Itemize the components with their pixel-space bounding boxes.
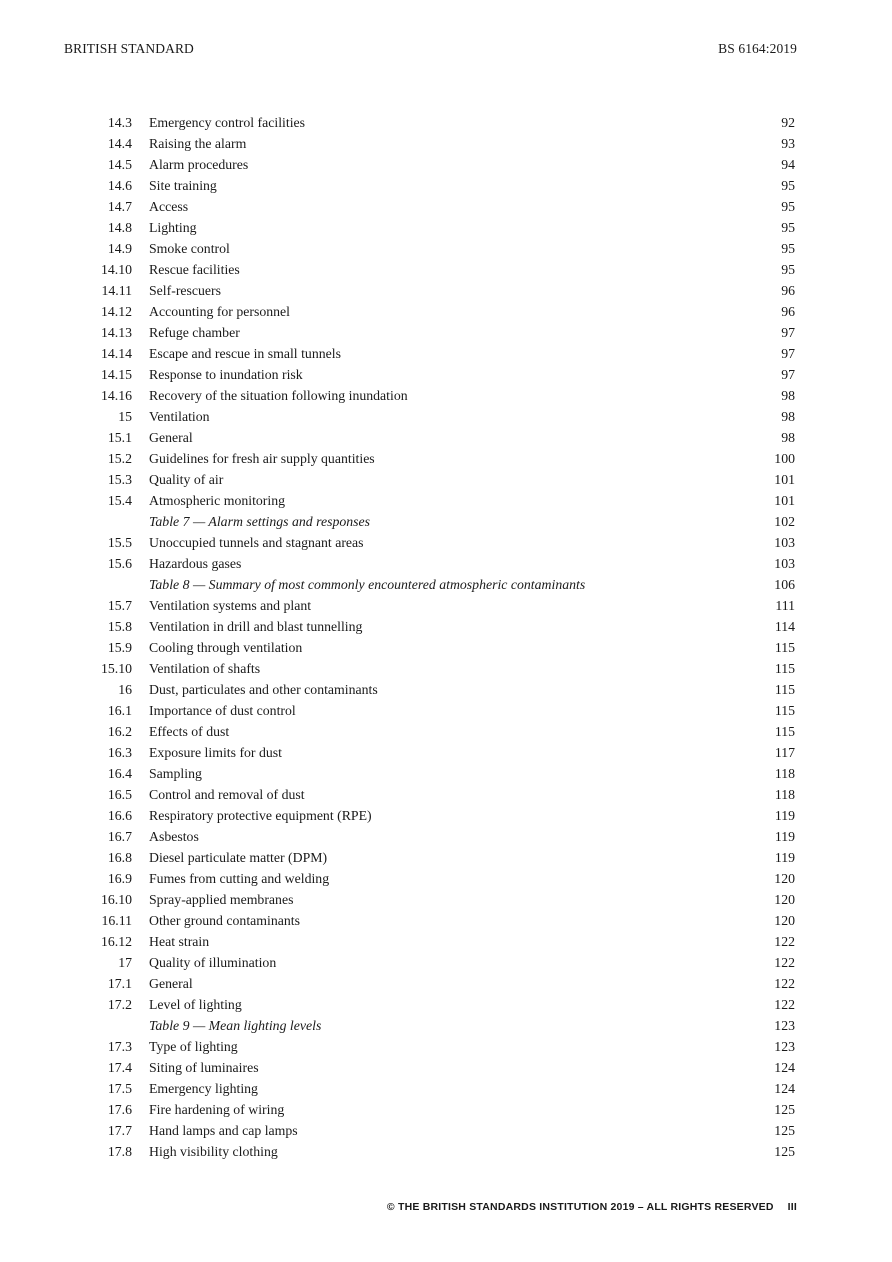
toc-entry-title: Emergency control facilities <box>149 115 306 130</box>
toc-entry-number: 14.5 <box>107 157 132 172</box>
toc-entry-title: Self-rescuers <box>149 283 222 298</box>
toc-entry-number: 15.10 <box>100 661 132 676</box>
toc-entry-page: 120 <box>774 871 795 886</box>
toc-entry-page: 122 <box>774 934 795 949</box>
footer-page-number: III <box>787 1201 797 1213</box>
toc-entry-number: 17 <box>118 955 132 970</box>
toc-entry-number: 14.10 <box>100 262 132 277</box>
toc-entry-page: 120 <box>774 892 795 907</box>
toc-entry-title: Quality of illumination <box>149 955 277 970</box>
toc-entry-title: Respiratory protective equipment (RPE) <box>149 808 372 823</box>
toc-entry[interactable] <box>64 637 797 658</box>
toc-entry[interactable] <box>64 490 797 511</box>
toc-entry-number: 16.3 <box>107 745 132 760</box>
toc-entry-page: 118 <box>774 766 795 781</box>
toc-entry-number: 14.8 <box>107 220 132 235</box>
table-of-contents <box>64 112 797 1162</box>
toc-entry-number: 14.16 <box>100 388 132 403</box>
toc-entry-page: 102 <box>774 514 795 529</box>
toc-entry-number: 15.2 <box>107 451 132 466</box>
toc-entry-number: 14.4 <box>107 136 132 151</box>
toc-entry[interactable] <box>64 322 797 343</box>
toc-entry-page: 95 <box>781 241 795 256</box>
toc-entry-page: 95 <box>781 262 795 277</box>
toc-entry-title: Escape and rescue in small tunnels <box>149 346 341 361</box>
toc-entry-number: 16.5 <box>107 787 132 802</box>
toc-entry[interactable] <box>64 847 797 868</box>
toc-entry-number: 16.6 <box>107 808 132 823</box>
toc-entry[interactable] <box>64 994 797 1015</box>
toc-entry[interactable] <box>64 217 797 238</box>
toc-entry-title: General <box>149 430 193 445</box>
toc-entry-page: 97 <box>781 325 795 340</box>
running-header <box>64 41 797 61</box>
toc-entry[interactable] <box>64 742 797 763</box>
toc-entry-page: 122 <box>774 997 795 1012</box>
toc-entry[interactable] <box>64 448 797 469</box>
toc-entry-page: 115 <box>774 682 795 697</box>
toc-entry-title: Control and removal of dust <box>149 787 305 802</box>
toc-entry-page: 115 <box>774 661 795 676</box>
toc-entry-page: 119 <box>774 850 795 865</box>
toc-entry-title: General <box>149 976 193 991</box>
toc-entry-page: 98 <box>781 409 795 424</box>
toc-entry-page: 97 <box>781 346 795 361</box>
toc-entry[interactable] <box>64 1141 797 1162</box>
toc-entry-number: 16 <box>118 682 132 697</box>
toc-entry[interactable] <box>64 931 797 952</box>
toc-entry-title: Sampling <box>149 766 202 781</box>
toc-entry-title: Unoccupied tunnels and stagnant areas <box>149 535 364 550</box>
toc-entry-title: Accounting for personnel <box>149 304 290 319</box>
page-footer <box>64 1201 797 1213</box>
toc-entry-number: 17.5 <box>107 1081 132 1096</box>
toc-entry[interactable] <box>64 826 797 847</box>
toc-entry-page: 101 <box>774 472 795 487</box>
toc-entry[interactable] <box>64 238 797 259</box>
toc-entry-page: 92 <box>781 115 795 130</box>
toc-entry[interactable] <box>64 973 797 994</box>
toc-entry-page: 124 <box>774 1081 795 1096</box>
toc-entry-page: 117 <box>774 745 795 760</box>
toc-entry-page: 122 <box>774 976 795 991</box>
toc-entry-number: 17.4 <box>107 1060 132 1075</box>
toc-entry[interactable] <box>64 280 797 301</box>
toc-entry-page: 103 <box>774 535 795 550</box>
toc-entry-number: 16.8 <box>107 850 132 865</box>
toc-entry[interactable] <box>64 1036 797 1057</box>
toc-entry-page: 111 <box>775 598 795 613</box>
toc-entry-page: 125 <box>774 1102 795 1117</box>
toc-entry-page: 122 <box>774 955 795 970</box>
toc-entry[interactable] <box>64 154 797 175</box>
toc-entry-title: Hazardous gases <box>149 556 242 571</box>
toc-entry[interactable] <box>64 301 797 322</box>
toc-entry-number: 15.6 <box>107 556 132 571</box>
toc-entry-title: Site training <box>149 178 217 193</box>
toc-entry-page: 97 <box>781 367 795 382</box>
toc-entry-number: 14.6 <box>107 178 132 193</box>
toc-entry-number: 16.10 <box>100 892 132 907</box>
toc-entry-page: 95 <box>781 178 795 193</box>
toc-entry-number: 14.14 <box>100 346 132 361</box>
toc-entry-number: 14.15 <box>100 367 132 382</box>
toc-entry-page: 123 <box>774 1018 795 1033</box>
toc-entry-title: Asbestos <box>149 829 199 844</box>
toc-entry[interactable] <box>64 1099 797 1120</box>
toc-entry[interactable] <box>64 1078 797 1099</box>
toc-entry-title: Diesel particulate matter (DPM) <box>149 850 328 865</box>
toc-entry[interactable] <box>64 805 797 826</box>
toc-entry-number: 15 <box>118 409 132 424</box>
toc-entry-title: Recovery of the situation following inundation <box>149 388 408 403</box>
toc-entry-page: 118 <box>774 787 795 802</box>
toc-table-entry[interactable] <box>64 1015 797 1036</box>
toc-entry[interactable] <box>64 952 797 973</box>
toc-entry-number: 14.13 <box>100 325 132 340</box>
header-standard-label: BRITISH STANDARD <box>64 41 194 56</box>
toc-table-entry[interactable] <box>64 511 797 532</box>
toc-entry-page: 119 <box>774 808 795 823</box>
toc-entry-number: 15.5 <box>107 535 132 550</box>
toc-entry-page: 94 <box>781 157 795 172</box>
toc-entry-number: 16.9 <box>107 871 132 886</box>
toc-entry-number: 16.7 <box>107 829 132 844</box>
toc-entry-number: 16.1 <box>107 703 132 718</box>
toc-entry-page: 115 <box>774 724 795 739</box>
toc-entry[interactable] <box>64 595 797 616</box>
toc-entry-page: 95 <box>781 199 795 214</box>
toc-entry-title: Access <box>149 199 189 214</box>
toc-entry[interactable] <box>64 385 797 406</box>
toc-entry[interactable] <box>64 553 797 574</box>
toc-entry-title: Table 9 — Mean lighting levels <box>149 1018 322 1033</box>
footer-copyright: © THE BRITISH STANDARDS INSTITUTION 2019 – ALL RIGHTS RESERVED <box>386 1201 774 1213</box>
toc-entry-number: 15.4 <box>107 493 132 508</box>
toc-entry[interactable] <box>64 784 797 805</box>
toc-entry-number: 15.8 <box>107 619 132 634</box>
toc-entry[interactable] <box>64 406 797 427</box>
toc-entry-title: Exposure limits for dust <box>149 745 282 760</box>
toc-entry-title: Refuge chamber <box>149 325 240 340</box>
toc-entry[interactable] <box>64 1120 797 1141</box>
toc-entry[interactable] <box>64 658 797 679</box>
toc-entry[interactable] <box>64 196 797 217</box>
toc-entry[interactable] <box>64 700 797 721</box>
toc-entry-number: 17.6 <box>107 1102 132 1117</box>
toc-entry-title: Rescue facilities <box>149 262 240 277</box>
header-standard-number: BS 6164:2019 <box>718 41 797 56</box>
toc-entry[interactable] <box>64 112 797 133</box>
toc-entry-page: 106 <box>774 577 795 592</box>
toc-entry-title: Other ground contaminants <box>149 913 300 928</box>
toc-entry[interactable] <box>64 427 797 448</box>
toc-entry-number: 17.1 <box>107 976 132 991</box>
toc-entry-title: Quality of air <box>149 472 224 487</box>
toc-entry-title: Hand lamps and cap lamps <box>149 1123 298 1138</box>
toc-entry[interactable] <box>64 175 797 196</box>
toc-entry-title: Fumes from cutting and welding <box>149 871 330 886</box>
toc-entry-number: 16.12 <box>100 934 132 949</box>
toc-entry-page: 124 <box>774 1060 795 1075</box>
toc-entry-page: 96 <box>781 283 795 298</box>
toc-entry[interactable] <box>64 868 797 889</box>
toc-entry[interactable] <box>64 133 797 154</box>
toc-entry-page: 101 <box>774 493 795 508</box>
toc-entry-title: Alarm procedures <box>149 157 249 172</box>
toc-entry-page: 103 <box>774 556 795 571</box>
toc-entry-title: Level of lighting <box>149 997 242 1012</box>
toc-entry-title: Fire hardening of wiring <box>149 1102 285 1117</box>
toc-entry-number: 15.3 <box>107 472 132 487</box>
toc-entry-title: Smoke control <box>149 241 230 256</box>
toc-entry-title: Table 7 — Alarm settings and responses <box>149 514 371 529</box>
toc-entry[interactable] <box>64 343 797 364</box>
toc-entry-title: Siting of luminaires <box>149 1060 259 1075</box>
toc-entry-title: Ventilation in drill and blast tunnelling <box>149 619 363 634</box>
toc-entry-number: 14.11 <box>101 283 132 298</box>
toc-entry-page: 120 <box>774 913 795 928</box>
toc-entry-title: Emergency lighting <box>149 1081 258 1096</box>
toc-entry-number: 15.9 <box>107 640 132 655</box>
toc-entry-title: Ventilation of shafts <box>149 661 261 676</box>
toc-entry[interactable] <box>64 763 797 784</box>
toc-entry-page: 93 <box>781 136 795 151</box>
toc-entry[interactable] <box>64 910 797 931</box>
toc-entry-page: 119 <box>774 829 795 844</box>
toc-entry-title: Cooling through ventilation <box>149 640 303 655</box>
toc-entry-number: 17.8 <box>107 1144 132 1159</box>
toc-entry-title: Heat strain <box>149 934 210 949</box>
toc-entry-number: 17.7 <box>107 1123 132 1138</box>
toc-entry-page: 114 <box>774 619 795 634</box>
toc-entry-page: 115 <box>774 640 795 655</box>
toc-entry-page: 96 <box>781 304 795 319</box>
toc-entry-number: 17.3 <box>107 1039 132 1054</box>
toc-entry-page: 125 <box>774 1144 795 1159</box>
toc-entry-title: Raising the alarm <box>149 136 247 151</box>
toc-entry-title: High visibility clothing <box>149 1144 278 1159</box>
toc-entry-title: Guidelines for fresh air supply quantities <box>149 451 375 466</box>
toc-entry-title: Lighting <box>149 220 197 235</box>
toc-entry-page: 115 <box>774 703 795 718</box>
toc-entry-number: 17.2 <box>107 997 132 1012</box>
toc-entry-page: 123 <box>774 1039 795 1054</box>
toc-entry-page: 95 <box>781 220 795 235</box>
toc-entry[interactable] <box>64 616 797 637</box>
toc-entry-number: 16.11 <box>101 913 132 928</box>
toc-entry[interactable] <box>64 721 797 742</box>
toc-entry-number: 14.12 <box>100 304 132 319</box>
toc-entry-title: Table 8 — Summary of most commonly encountered atmospheric contaminants <box>149 577 586 592</box>
toc-entry-title: Dust, particulates and other contaminants <box>149 682 378 697</box>
toc-entry-number: 14.7 <box>107 199 132 214</box>
toc-entry-title: Ventilation <box>149 409 210 424</box>
toc-entry-page: 125 <box>774 1123 795 1138</box>
toc-entry-number: 14.9 <box>107 241 132 256</box>
toc-entry[interactable] <box>64 259 797 280</box>
toc-table-entry[interactable] <box>64 574 797 595</box>
toc-entry-page: 98 <box>781 430 795 445</box>
toc-entry-number: 16.2 <box>107 724 132 739</box>
toc-entry-title: Effects of dust <box>149 724 230 739</box>
toc-entry-number: 15.1 <box>107 430 132 445</box>
toc-entry-number: 14.3 <box>107 115 132 130</box>
toc-entry-title: Ventilation systems and plant <box>149 598 312 613</box>
toc-entry-title: Atmospheric monitoring <box>149 493 286 508</box>
toc-entry-title: Type of lighting <box>149 1039 238 1054</box>
toc-entry-number: 15.7 <box>107 598 132 613</box>
toc-entry[interactable] <box>64 889 797 910</box>
toc-entry[interactable] <box>64 469 797 490</box>
toc-entry-title: Response to inundation risk <box>149 367 303 382</box>
toc-entry[interactable] <box>64 1057 797 1078</box>
toc-entry[interactable] <box>64 364 797 385</box>
toc-entry-page: 100 <box>774 451 795 466</box>
toc-entry[interactable] <box>64 679 797 700</box>
toc-entry-page: 98 <box>781 388 795 403</box>
toc-entry-title: Spray-applied membranes <box>149 892 294 907</box>
toc-entry-title: Importance of dust control <box>149 703 296 718</box>
toc-entry-number: 16.4 <box>107 766 132 781</box>
toc-entry[interactable] <box>64 532 797 553</box>
